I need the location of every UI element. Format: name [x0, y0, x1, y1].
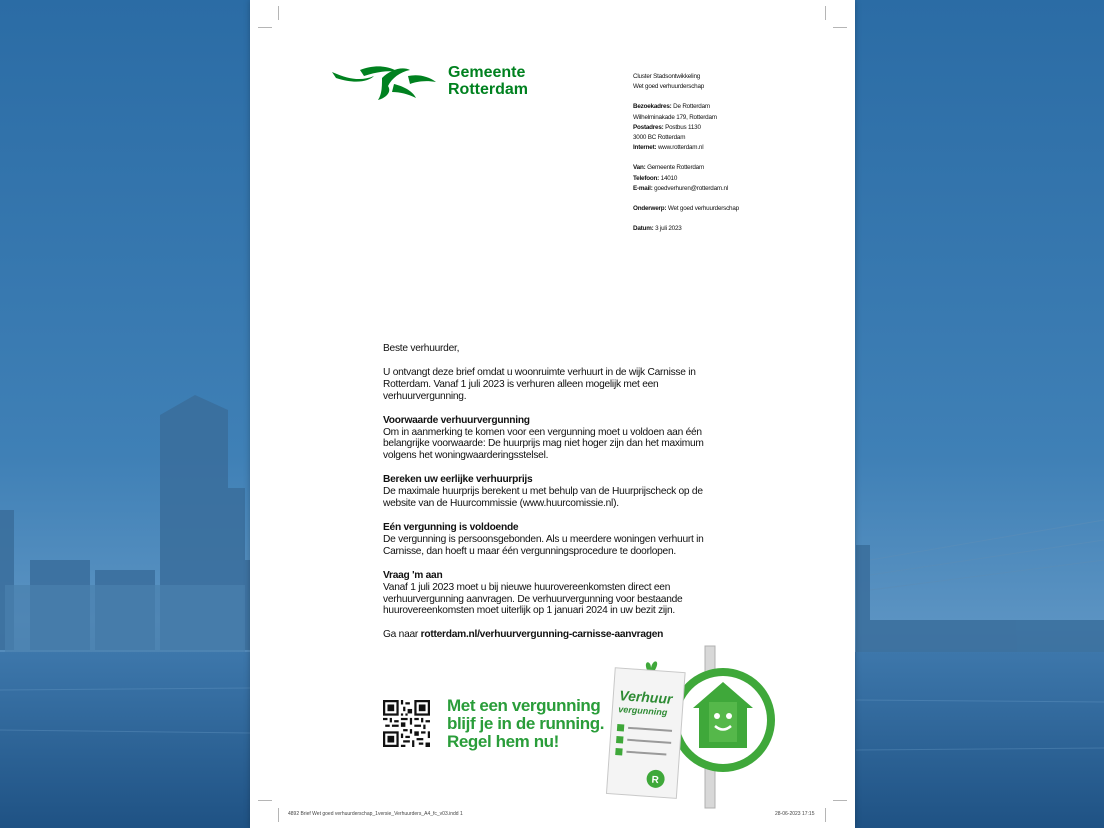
section-calculate — [383, 474, 733, 510]
greeting: Beste verhuurder, — [383, 343, 460, 354]
section-text: Om in aanmerking te komen voor een vergunning moet u voldoen aan één belangrijke voorwaarde: De huurprijs mag niet hoger zijn dan het maximum volgens het woningwaarderingsstelsel. — [383, 426, 704, 462]
value: Postbus 1130 — [665, 123, 701, 131]
meta-from — [633, 163, 843, 173]
card-title-2: vergunning — [618, 704, 668, 718]
label: Telefoon: — [633, 174, 660, 182]
qr-code[interactable] — [383, 700, 430, 747]
meta-visit-address — [633, 102, 843, 112]
value: De Rotterdam — [673, 103, 710, 111]
crop-mark — [278, 808, 279, 822]
gemeente-rotterdam-logo — [330, 64, 530, 104]
sender-info-block — [633, 72, 843, 234]
value: Wet goed verhuurderschap — [667, 205, 739, 213]
logo-line-2: Rotterdam — [448, 81, 529, 98]
intro-paragraph: U ontvangt deze brief omdat u woonruimte verhuurt in de wijk Carnisse in Rotterdam. Vanaf 1 juli 2023 is verhuren alleen mogelijk met een verhuurvergunning. — [383, 366, 696, 402]
meta-email — [633, 184, 843, 194]
logo-line-1: Gemeente — [448, 64, 526, 81]
slogan-line-2: blijf je in de running. — [447, 714, 605, 733]
section-heading: Bereken uw eerlijke verhuurprijs — [383, 474, 533, 486]
section-apply — [383, 570, 733, 618]
meta-subject — [633, 204, 843, 214]
label: Bezoekadres: — [633, 103, 672, 111]
card-title-1: Verhuur — [618, 687, 673, 707]
meta-post-address — [633, 123, 843, 133]
letter-page — [250, 0, 855, 828]
section-text: De vergunning is persoonsgebonden. Als u meerdere woningen verhuurt in Carnisse, dan hoeft u maar één vergunningsprocedure te doorlopen. — [383, 533, 704, 557]
card-seal: R — [651, 774, 660, 787]
section-text: De maximale huurprijs berekent u met behulp van de Huurprijscheck op de website van de Huurcommissie (www.huurcomissie.nl). — [383, 486, 703, 510]
value: goedverhuren@rotterdam.nl — [654, 184, 729, 192]
section-heading: Vraag 'm aan — [383, 569, 443, 581]
meta-postcode: 3000 BC Rotterdam — [633, 134, 686, 142]
label: Internet: — [633, 144, 657, 152]
crop-mark — [825, 6, 826, 20]
meta-cluster: Cluster Stadsontwikkeling — [633, 73, 701, 80]
section-heading: Eén vergunning is voldoende — [383, 521, 519, 533]
apply-link[interactable]: rotterdam.nl/verhuurvergunning-carnisse-aanvragen — [420, 629, 664, 641]
label: Onderwerp: — [633, 205, 667, 213]
crop-mark — [825, 808, 826, 822]
slogan-line-3: Regel hem nu! — [447, 732, 559, 751]
value: 14010 — [660, 174, 678, 182]
section-one-permit — [383, 522, 733, 558]
rotterdam-leaf-emblem — [330, 64, 438, 104]
crop-mark — [258, 800, 272, 801]
meta-program: Wet goed verhuurderschap — [633, 83, 705, 91]
permit-illustration — [605, 640, 785, 810]
campaign-slogan — [447, 697, 617, 751]
meta-date — [633, 224, 843, 234]
print-slug-timestamp: 28-06-2023 17:15 — [775, 811, 815, 817]
crop-mark — [833, 800, 847, 801]
section-text: Vanaf 1 juli 2023 moet u bij nieuwe huurovereenkomsten direct een verhuurvergunning aanvragen. De verhuurvergunning voor bestaande huurovereenkomsten moet uiterlijk op 1 januari 2024 in uw bezit zijn. — [383, 581, 683, 617]
value: Gemeente Rotterdam — [647, 164, 705, 172]
value: 3 juli 2023 — [655, 225, 682, 233]
plant-icon — [646, 661, 657, 670]
label: Datum: — [633, 225, 654, 233]
label: Postadres: — [633, 123, 664, 131]
permit-card — [606, 668, 685, 799]
logo-wordmark — [448, 64, 528, 98]
value: www.rotterdam.nl — [657, 144, 704, 152]
crop-mark — [258, 27, 272, 28]
meta-street: Wilhelminakade 179, Rotterdam — [633, 113, 717, 121]
meta-internet — [633, 143, 843, 153]
print-slug-file: 4892 Brief Wet goed verhuurderschap_1versie_Verhuurders_A4_fc_v03.indd 1 — [288, 811, 463, 817]
label: E-mail: — [633, 184, 653, 192]
letter-body — [383, 343, 733, 653]
section-heading: Voorwaarde verhuurvergunning — [383, 414, 530, 426]
slogan-line-1: Met een vergunning — [447, 696, 601, 715]
section-condition — [383, 415, 733, 463]
meta-phone — [633, 174, 843, 184]
link-prefix: Ga naar — [383, 629, 421, 641]
label: Van: — [633, 164, 646, 172]
crop-mark — [278, 6, 279, 20]
crop-mark — [833, 27, 847, 28]
